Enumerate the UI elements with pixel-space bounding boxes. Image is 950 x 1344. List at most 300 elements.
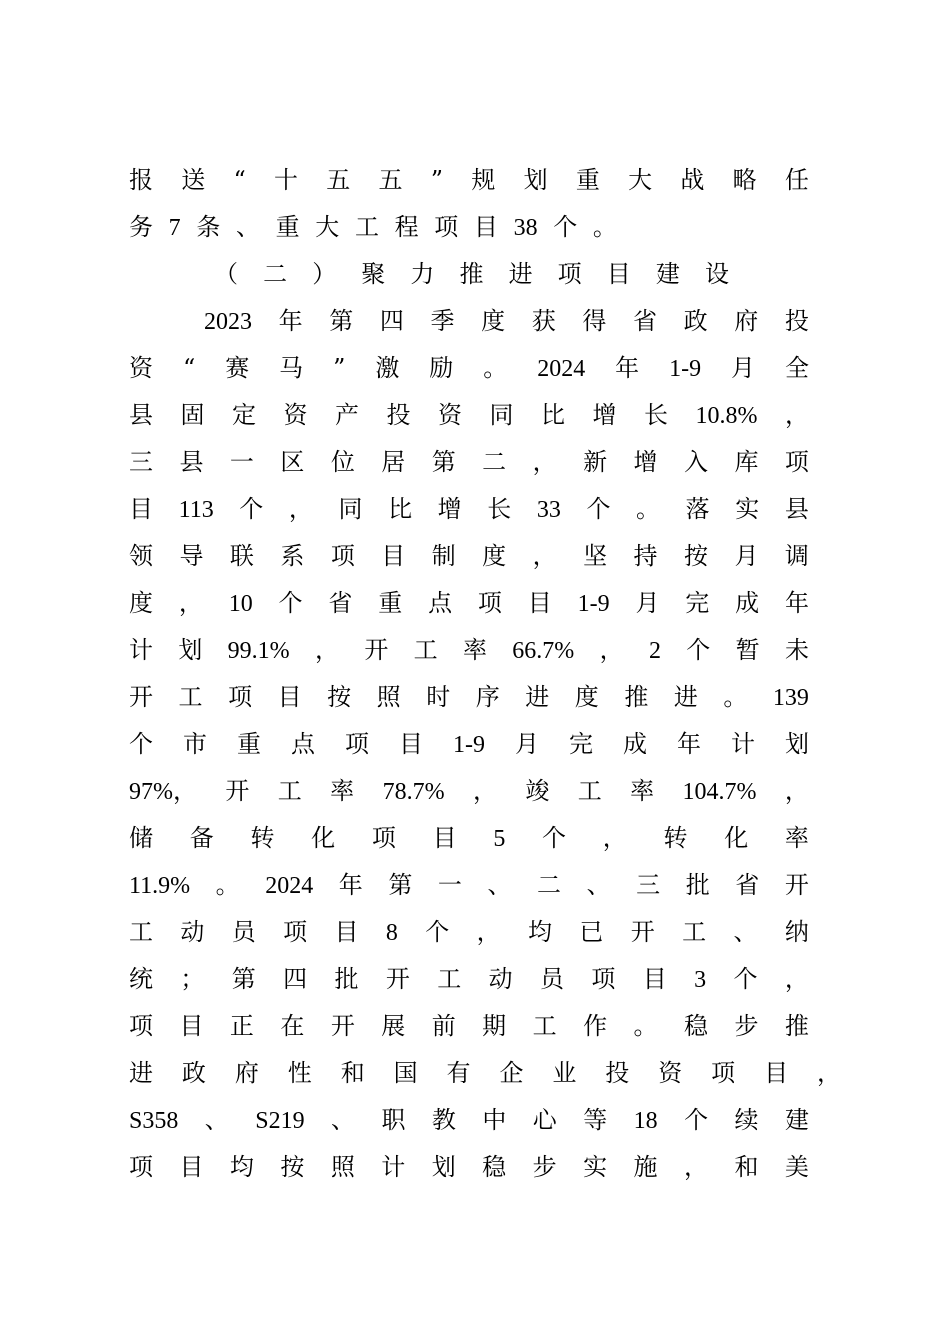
text-token: 竣 bbox=[525, 777, 550, 805]
text-token: 第 bbox=[329, 307, 354, 335]
text-token: 目 bbox=[642, 965, 667, 993]
text-token: 开 bbox=[225, 777, 250, 805]
text-token: 长 bbox=[487, 495, 512, 523]
text-token: 资 bbox=[283, 401, 308, 429]
text-token: 实 bbox=[735, 495, 760, 523]
text-token: ， bbox=[476, 918, 501, 946]
text-token: 个 bbox=[553, 213, 578, 241]
text-token: 项 bbox=[477, 589, 502, 617]
text-token: 任 bbox=[784, 166, 809, 194]
text-token: 资 bbox=[129, 354, 153, 382]
text-token: 照 bbox=[330, 1153, 355, 1181]
text-token: 2 bbox=[648, 638, 661, 664]
text-token: 点 bbox=[291, 730, 315, 758]
text-token: 性 bbox=[287, 1059, 312, 1087]
text-token: ， bbox=[784, 777, 809, 805]
text-token: 推 bbox=[459, 260, 484, 288]
text-token: 新 bbox=[583, 448, 608, 476]
text-token: 十 bbox=[274, 166, 299, 194]
text-token: 3 bbox=[694, 967, 707, 993]
text-token: 个 bbox=[129, 730, 153, 758]
text-token: 项 bbox=[228, 683, 253, 711]
text-token: 报 bbox=[129, 166, 153, 194]
text-token: 和 bbox=[340, 1059, 365, 1087]
text-token: 项 bbox=[557, 260, 582, 288]
text-token: 划 bbox=[178, 636, 203, 664]
text-token: 33 bbox=[536, 497, 561, 523]
text-token: 项 bbox=[591, 965, 616, 993]
text-line bbox=[129, 1050, 841, 1097]
text-token: 投 bbox=[386, 401, 411, 429]
text-token: 目 bbox=[129, 495, 153, 523]
text-token: 进 bbox=[525, 683, 550, 711]
text-line bbox=[129, 956, 809, 1003]
text-token: 10.8% bbox=[695, 403, 758, 429]
text-line bbox=[129, 909, 809, 956]
text-token: 。 bbox=[215, 871, 240, 899]
text-token: 18 bbox=[633, 1108, 658, 1134]
text-token: 按 bbox=[280, 1153, 305, 1181]
text-token: 8 bbox=[385, 920, 398, 946]
text-token: 一 bbox=[437, 871, 462, 899]
text-token: 。 bbox=[633, 1012, 658, 1040]
text-token: ， bbox=[314, 636, 339, 664]
text-token: 转 bbox=[250, 824, 275, 852]
text-token: ， bbox=[472, 777, 497, 805]
text-token: ， bbox=[532, 542, 557, 570]
text-token: 38 bbox=[513, 215, 538, 241]
text-token: 计 bbox=[381, 1153, 406, 1181]
text-token: 领 bbox=[129, 542, 153, 570]
text-token: 开 bbox=[364, 636, 389, 664]
text-token: 时 bbox=[426, 683, 451, 711]
text-token: 程 bbox=[394, 213, 419, 241]
text-token: 增 bbox=[437, 495, 462, 523]
text-token: 66.7% bbox=[512, 638, 575, 664]
text-token: 完 bbox=[569, 730, 593, 758]
text-token: 建 bbox=[655, 260, 680, 288]
text-token: 目 bbox=[334, 918, 359, 946]
text-token: 制 bbox=[431, 542, 456, 570]
text-token: 有 bbox=[446, 1059, 471, 1087]
text-token: ） bbox=[312, 260, 337, 288]
text-token: 联 bbox=[229, 542, 254, 570]
text-token: 务 bbox=[129, 213, 153, 241]
text-token: 二 bbox=[537, 871, 562, 899]
text-token: 开 bbox=[330, 1012, 355, 1040]
text-token: 步 bbox=[734, 1012, 759, 1040]
text-token: ， bbox=[784, 965, 809, 993]
text-token: 固 bbox=[180, 401, 205, 429]
text-token: 年 bbox=[784, 589, 809, 617]
text-token: 月 bbox=[515, 730, 539, 758]
text-token: 个 bbox=[542, 824, 567, 852]
text-token: 长 bbox=[644, 401, 668, 429]
text-token: 省 bbox=[735, 871, 760, 899]
text-token: 激 bbox=[375, 354, 400, 382]
text-token: 项 bbox=[434, 213, 459, 241]
text-token: 年 bbox=[278, 307, 303, 335]
text-token: 进 bbox=[129, 1059, 153, 1087]
text-token: 个 bbox=[278, 589, 303, 617]
text-token: 、 bbox=[235, 213, 260, 241]
text-token: 坚 bbox=[583, 542, 608, 570]
text-token: 度 bbox=[481, 307, 506, 335]
text-line bbox=[129, 580, 809, 627]
text-token: 目 bbox=[473, 213, 498, 241]
text-token: ” bbox=[333, 354, 346, 382]
text-token: 工 bbox=[129, 918, 153, 946]
text-token: 个 bbox=[686, 636, 711, 664]
text-token: 设 bbox=[704, 260, 729, 288]
text-token: ， bbox=[785, 401, 809, 429]
text-token: 三 bbox=[129, 448, 153, 476]
text-token: 居 bbox=[381, 448, 406, 476]
text-token: 率 bbox=[330, 777, 355, 805]
text-token: 第 bbox=[231, 965, 256, 993]
text-token: 励 bbox=[429, 354, 454, 382]
text-token: 开 bbox=[385, 965, 410, 993]
text-token: 资 bbox=[438, 401, 462, 429]
text-token: “ bbox=[182, 354, 196, 382]
text-token: 2024 bbox=[537, 356, 586, 382]
text-token: 正 bbox=[229, 1012, 254, 1040]
text-token: 二 bbox=[263, 260, 288, 288]
text-token: 五 bbox=[326, 166, 351, 194]
text-token: 第 bbox=[388, 871, 413, 899]
text-token: 项 bbox=[345, 730, 369, 758]
text-line bbox=[129, 768, 809, 815]
text-token: 五 bbox=[378, 166, 403, 194]
text-token: 业 bbox=[552, 1059, 577, 1087]
document-body bbox=[129, 157, 841, 1191]
text-line bbox=[129, 1144, 809, 1191]
text-line bbox=[129, 392, 809, 439]
text-token: 率 bbox=[462, 636, 487, 664]
text-token: 调 bbox=[784, 542, 809, 570]
text-token: 进 bbox=[508, 260, 533, 288]
text-token: 照 bbox=[376, 683, 401, 711]
text-token: 97%， bbox=[129, 779, 197, 805]
text-token: 作 bbox=[583, 1012, 608, 1040]
text-token: 库 bbox=[734, 448, 759, 476]
text-token: 实 bbox=[583, 1153, 608, 1181]
text-token: 推 bbox=[624, 683, 649, 711]
text-token: 府 bbox=[234, 1059, 259, 1087]
text-token: 率 bbox=[784, 824, 809, 852]
text-token: 个 bbox=[586, 495, 611, 523]
text-token: 个 bbox=[684, 1106, 709, 1134]
text-token: ， bbox=[532, 448, 557, 476]
text-line bbox=[129, 815, 809, 862]
text-token: ， bbox=[288, 495, 313, 523]
text-token: 动 bbox=[488, 965, 513, 993]
text-token: 稳 bbox=[482, 1153, 507, 1181]
text-token: 规 bbox=[471, 166, 496, 194]
text-token: 目 bbox=[179, 1153, 204, 1181]
text-token: 项 bbox=[330, 542, 355, 570]
text-token: 7 bbox=[168, 215, 181, 241]
text-token: 项 bbox=[371, 824, 396, 852]
text-token: 成 bbox=[735, 589, 760, 617]
text-token: 第 bbox=[431, 448, 456, 476]
text-token: 稳 bbox=[683, 1012, 708, 1040]
text-line bbox=[129, 298, 809, 345]
text-token: 计 bbox=[129, 636, 153, 664]
text-token: ； bbox=[180, 965, 205, 993]
text-token: 1-9 bbox=[577, 591, 610, 617]
text-token: 位 bbox=[330, 448, 355, 476]
text-token: 139 bbox=[772, 685, 809, 711]
text-token: 目 bbox=[399, 730, 423, 758]
text-token: 78.7% bbox=[382, 779, 445, 805]
text-token: 比 bbox=[541, 401, 565, 429]
text-token: 纳 bbox=[784, 918, 809, 946]
text-token: 目 bbox=[432, 824, 457, 852]
text-token: 批 bbox=[334, 965, 359, 993]
text-token: 目 bbox=[606, 260, 631, 288]
text-line bbox=[129, 627, 809, 674]
text-token: 1-9 bbox=[453, 732, 485, 758]
text-token: 三 bbox=[636, 871, 661, 899]
text-token: 项 bbox=[283, 918, 308, 946]
text-token: 定 bbox=[232, 401, 256, 429]
text-token: 按 bbox=[327, 683, 352, 711]
text-token: 年 bbox=[615, 354, 640, 382]
text-token: 备 bbox=[189, 824, 214, 852]
text-token: 增 bbox=[633, 448, 658, 476]
text-token: 重 bbox=[237, 730, 261, 758]
text-token: 暂 bbox=[735, 636, 760, 664]
text-token: 工 bbox=[354, 213, 379, 241]
text-token: 项 bbox=[784, 448, 809, 476]
text-token: 113 bbox=[178, 497, 214, 523]
text-token: 批 bbox=[685, 871, 710, 899]
text-token: 个 bbox=[239, 495, 264, 523]
text-token: ， bbox=[599, 636, 624, 664]
text-token: 员 bbox=[540, 965, 564, 993]
text-token: 104.7% bbox=[682, 779, 757, 805]
text-line bbox=[129, 345, 809, 392]
text-token: 工 bbox=[682, 918, 707, 946]
text-token: 一 bbox=[229, 448, 254, 476]
text-token: 度 bbox=[574, 683, 599, 711]
text-token: 员 bbox=[231, 918, 256, 946]
text-token: 。 bbox=[723, 683, 748, 711]
text-token: 比 bbox=[388, 495, 413, 523]
text-token: S219 bbox=[255, 1108, 305, 1134]
text-token: 产 bbox=[335, 401, 359, 429]
text-token: 目 bbox=[527, 589, 552, 617]
text-token: 目 bbox=[179, 1012, 204, 1040]
text-token: 转 bbox=[663, 824, 688, 852]
text-token: 投 bbox=[605, 1059, 630, 1087]
text-token: 等 bbox=[583, 1106, 608, 1134]
text-token: 聚 bbox=[361, 260, 386, 288]
text-token: 2023 bbox=[204, 309, 252, 335]
text-token: 得 bbox=[582, 307, 607, 335]
text-token: 工 bbox=[577, 777, 602, 805]
text-token: 资 bbox=[658, 1059, 683, 1087]
text-token: 计 bbox=[731, 730, 755, 758]
text-token: 四 bbox=[283, 965, 308, 993]
text-line bbox=[129, 486, 809, 533]
text-token: 、 bbox=[733, 918, 758, 946]
text-token: 99.1% bbox=[227, 638, 290, 664]
text-token: 全 bbox=[785, 354, 809, 382]
text-line bbox=[129, 674, 809, 721]
text-token: 投 bbox=[784, 307, 809, 335]
text-line bbox=[129, 439, 809, 486]
text-token: 化 bbox=[724, 824, 749, 852]
section-heading bbox=[129, 251, 809, 298]
text-token: 县 bbox=[784, 495, 809, 523]
text-token: 同 bbox=[338, 495, 363, 523]
text-line bbox=[129, 533, 809, 580]
text-token: 美 bbox=[784, 1153, 809, 1181]
text-token: 目 bbox=[764, 1059, 789, 1087]
text-token: 企 bbox=[499, 1059, 524, 1087]
text-token: 、 bbox=[487, 871, 512, 899]
text-token: 10 bbox=[228, 591, 253, 617]
text-token: 重 bbox=[378, 589, 403, 617]
text-token: 工 bbox=[437, 965, 462, 993]
text-token: 开 bbox=[784, 871, 809, 899]
text-token: 省 bbox=[328, 589, 353, 617]
text-token: 月 bbox=[734, 542, 759, 570]
text-line bbox=[129, 1003, 809, 1050]
text-token: 市 bbox=[183, 730, 207, 758]
text-token: 季 bbox=[430, 307, 455, 335]
text-token: 马 bbox=[279, 354, 304, 382]
text-token: 化 bbox=[311, 824, 336, 852]
text-token: 中 bbox=[482, 1106, 507, 1134]
text-token: 点 bbox=[428, 589, 453, 617]
text-line bbox=[129, 157, 809, 204]
text-token: 。 bbox=[483, 354, 508, 382]
text-token: 成 bbox=[623, 730, 647, 758]
text-token: 月 bbox=[731, 354, 756, 382]
text-token: 个 bbox=[425, 918, 450, 946]
text-token: 按 bbox=[683, 542, 708, 570]
text-token: （ bbox=[214, 260, 238, 288]
text-token: 、 bbox=[204, 1106, 229, 1134]
text-token: 划 bbox=[523, 166, 548, 194]
text-token: 未 bbox=[784, 636, 809, 664]
text-token: 获 bbox=[531, 307, 556, 335]
text-token: 度 bbox=[482, 542, 507, 570]
text-token: 略 bbox=[732, 166, 757, 194]
text-token: S358 bbox=[129, 1108, 179, 1134]
text-token: 项 bbox=[711, 1059, 736, 1087]
text-token: ， bbox=[816, 1059, 841, 1087]
text-token: 国 bbox=[393, 1059, 418, 1087]
text-token: 政 bbox=[181, 1059, 206, 1087]
text-token: 施 bbox=[633, 1153, 658, 1181]
text-token: 、 bbox=[331, 1106, 356, 1134]
text-token: 送 bbox=[181, 166, 206, 194]
text-line bbox=[129, 721, 809, 768]
text-token: ” bbox=[430, 166, 444, 194]
text-token: 工 bbox=[178, 683, 203, 711]
text-token: 度 bbox=[129, 589, 153, 617]
text-token: 战 bbox=[680, 166, 705, 194]
text-token: 月 bbox=[635, 589, 660, 617]
text-token: 县 bbox=[179, 448, 204, 476]
text-token: 。 bbox=[592, 213, 617, 241]
text-token: 二 bbox=[482, 448, 507, 476]
text-token: 开 bbox=[129, 683, 153, 711]
text-token: 入 bbox=[683, 448, 708, 476]
text-token: 系 bbox=[280, 542, 305, 570]
text-token: 序 bbox=[475, 683, 500, 711]
text-token: 力 bbox=[410, 260, 435, 288]
text-token: 重 bbox=[575, 166, 600, 194]
text-token: 省 bbox=[633, 307, 657, 335]
text-token: 续 bbox=[734, 1106, 759, 1134]
text-token: 大 bbox=[315, 213, 340, 241]
text-token: 目 bbox=[381, 542, 406, 570]
text-token: 目 bbox=[277, 683, 302, 711]
text-token: 、 bbox=[586, 871, 611, 899]
text-token: 5 bbox=[493, 826, 506, 852]
text-token: 率 bbox=[630, 777, 655, 805]
text-token: 项 bbox=[129, 1012, 153, 1040]
text-token: 期 bbox=[482, 1012, 507, 1040]
text-token: 步 bbox=[532, 1153, 557, 1181]
text-token: 县 bbox=[129, 401, 153, 429]
text-token: 2024 bbox=[265, 873, 314, 899]
text-token: 11.9% bbox=[129, 873, 191, 899]
text-token: ， bbox=[178, 589, 203, 617]
text-token: 导 bbox=[179, 542, 204, 570]
text-token: 增 bbox=[592, 401, 617, 429]
text-line bbox=[129, 204, 617, 251]
text-token: 开 bbox=[630, 918, 655, 946]
text-token: 统 bbox=[129, 965, 153, 993]
text-token: 条 bbox=[196, 213, 221, 241]
text-line bbox=[129, 862, 809, 909]
text-token: 均 bbox=[528, 918, 552, 946]
text-token: 建 bbox=[784, 1106, 809, 1134]
text-token: 大 bbox=[628, 166, 653, 194]
text-token: 职 bbox=[381, 1106, 406, 1134]
text-token: 储 bbox=[129, 824, 153, 852]
text-token: ， bbox=[683, 1153, 708, 1181]
text-token: 同 bbox=[489, 401, 514, 429]
text-token: 赛 bbox=[225, 354, 250, 382]
text-token: 工 bbox=[277, 777, 302, 805]
text-token: 心 bbox=[532, 1106, 557, 1134]
text-token: 项 bbox=[129, 1153, 153, 1181]
text-token: 已 bbox=[579, 918, 604, 946]
text-token: 重 bbox=[275, 213, 300, 241]
text-token: 动 bbox=[180, 918, 205, 946]
text-token: 年 bbox=[677, 730, 701, 758]
text-token: 前 bbox=[431, 1012, 456, 1040]
text-token: 均 bbox=[229, 1153, 254, 1181]
text-token: 展 bbox=[381, 1012, 406, 1040]
text-token: 划 bbox=[431, 1153, 456, 1181]
text-token: 持 bbox=[633, 542, 658, 570]
text-token: 工 bbox=[532, 1012, 557, 1040]
text-token: 落 bbox=[685, 495, 710, 523]
text-token: 府 bbox=[734, 307, 759, 335]
text-token: 在 bbox=[280, 1012, 305, 1040]
text-token: 年 bbox=[338, 871, 363, 899]
text-token: ， bbox=[602, 824, 627, 852]
text-token: 教 bbox=[431, 1106, 456, 1134]
